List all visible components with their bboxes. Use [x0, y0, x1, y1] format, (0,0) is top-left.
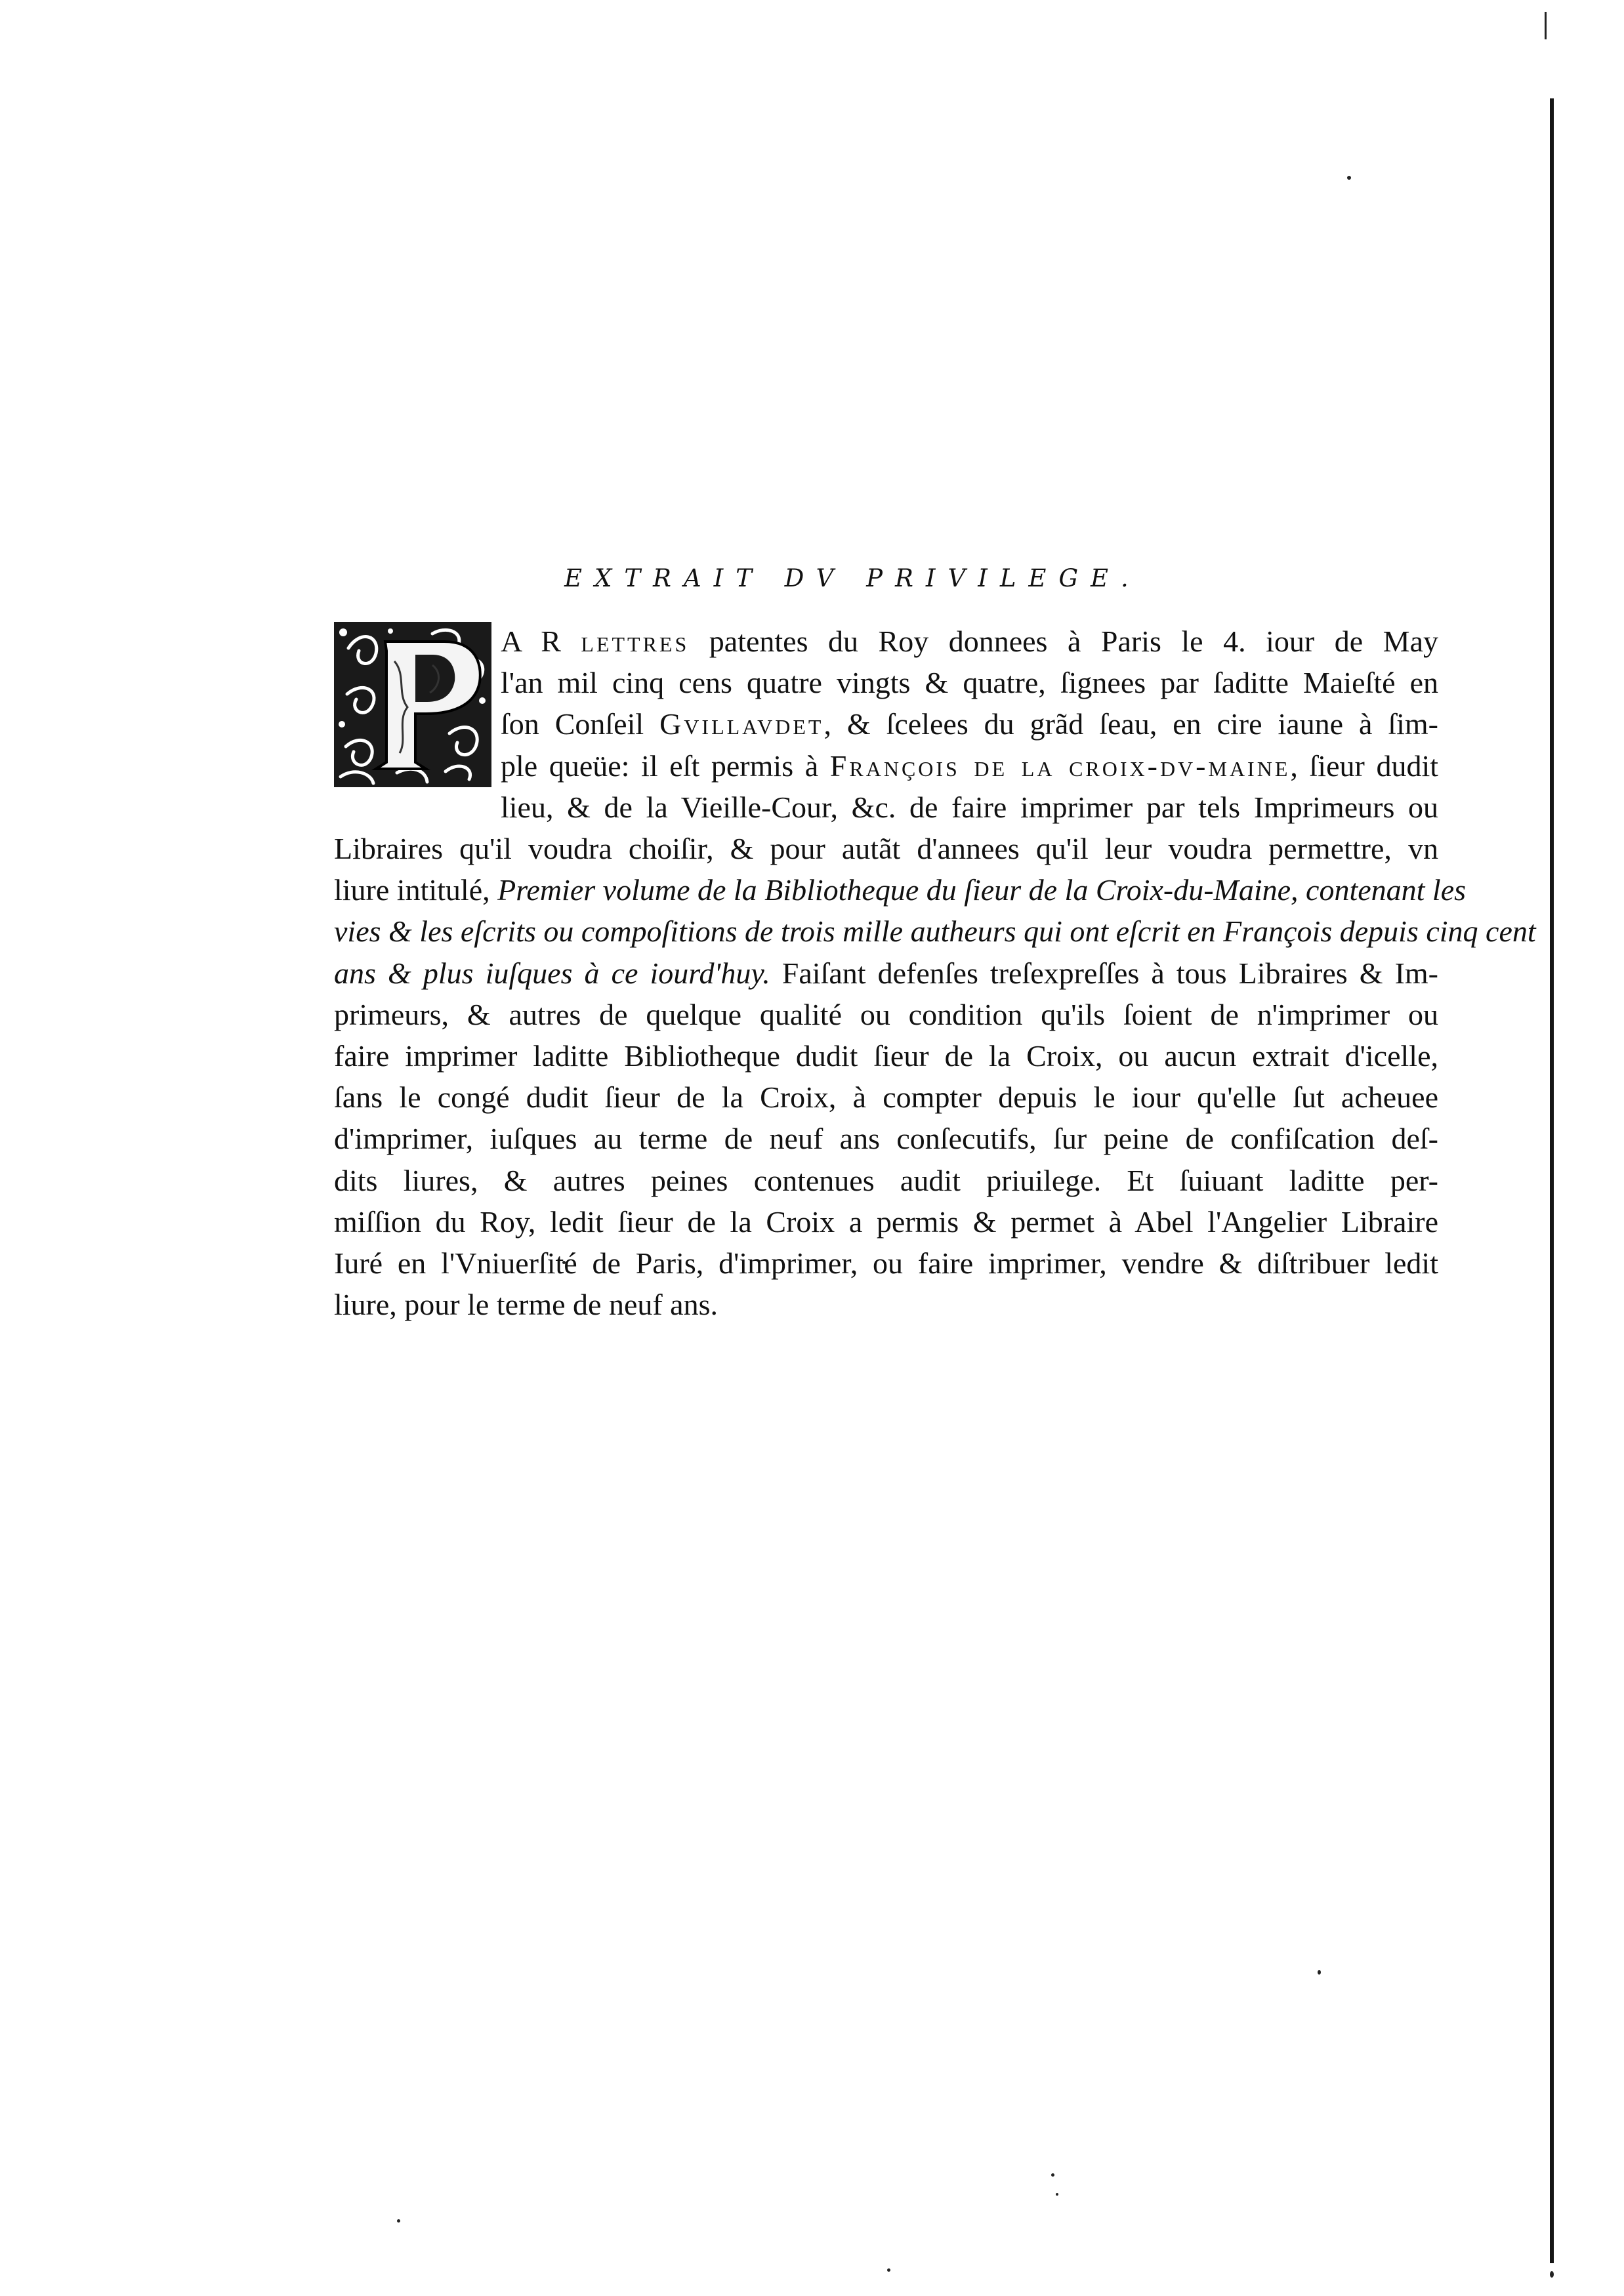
- text-line: [334, 1242, 1438, 1284]
- text-segment: A R: [501, 625, 581, 658]
- text-segment: primeurs, & autres de quelque qualité ou condition qu'ils ſoient de n'imprimer ou: [334, 997, 1438, 1031]
- text-line: [334, 1076, 1438, 1118]
- text-segment: miſſion du Roy, ledit ſieur de la Croix a permis & permet à Abel l'Angelier Libraire: [334, 1204, 1438, 1239]
- privilege-heading: EXTRAIT DV PRIVILEGE.: [564, 564, 1141, 592]
- text-line: [334, 1284, 1438, 1325]
- text-line: [334, 662, 1438, 703]
- text-line: [334, 703, 1438, 745]
- text-segment: Libraires qu'il voudra choiſir, & pour autãt d'annees qu'il leur voudra permettre, vn: [334, 832, 1438, 866]
- text-segment: liure intitulé,: [334, 873, 498, 907]
- text-segment: l'an mil cinq cens quatre vingts & quatre, ſignees par ſaditte Maieſté en: [501, 666, 1438, 700]
- text-segment: lieu, & de la Vieille-Cour, &c. de faire imprimer par tels Imprimeurs ou: [501, 790, 1438, 824]
- text-segment: , ſieur dudit: [1290, 748, 1439, 783]
- page-edge-tick: [1545, 12, 1547, 39]
- ink-speck: [1318, 1970, 1321, 1975]
- text-line: [334, 869, 1467, 911]
- text-segment: liure, pour le terme de neuf ans.: [334, 1288, 718, 1322]
- text-segment: patentes du Roy donnees à Paris le 4. iour de May: [689, 625, 1438, 658]
- text-segment: , & ſcelees du grãd ſeau, en cire iaune à ſim-: [823, 707, 1438, 741]
- ornamental-drop-cap-p: [334, 622, 491, 787]
- small-caps-segment: Gvillavdet: [659, 707, 824, 741]
- italic-title-segment: ans & plus iuſques à ce iourd'huy.: [334, 956, 770, 990]
- ink-speck: [1051, 2173, 1054, 2177]
- italic-title-segment: vies & les eſcrits ou compoſitions de trois mille autheurs qui ont eſcrit en François depuis cinq cent: [334, 914, 1536, 949]
- small-caps-segment: lettres: [581, 625, 690, 658]
- text-line: [334, 1201, 1438, 1242]
- text-line: [334, 745, 1438, 787]
- text-segment: ſans le congé dudit ſieur de la Croix, à compter depuis le iour qu'elle ſut acheuee: [334, 1080, 1438, 1115]
- ink-speck: [887, 2268, 890, 2272]
- ink-speck: [1347, 176, 1351, 180]
- text-segment: ſon Conſeil: [501, 707, 660, 741]
- text-line: [334, 1118, 1438, 1159]
- page-edge-rule: [1550, 98, 1554, 2263]
- text-line: [334, 953, 1438, 994]
- text-segment: Iuré en l'Vniuerſité de Paris, d'imprimer, ou faire imprimer, vendre & diſtribuer ledit: [334, 1246, 1438, 1281]
- text-line: [334, 1035, 1438, 1076]
- text-segment: faire imprimer laditte Bibliotheque dudit ſieur de la Croix, ou aucun extrait d'icelle,: [334, 1039, 1438, 1073]
- text-segment: ple queüe: il eſt permis à: [501, 748, 830, 783]
- text-line: [334, 1160, 1438, 1201]
- text-segment: Faiſant defenſes treſexpreſſes à tous Libraires & Im-: [770, 956, 1438, 990]
- text-segment: d'imprimer, iuſques au terme de neuf ans conſecutifs, ſur peine de confiſcation deſ-: [334, 1122, 1438, 1156]
- text-line: [334, 621, 1438, 662]
- text-line: [334, 994, 1438, 1035]
- text-segment: dits liures, & autres peines contenues audit priuilege. Et ſuiuant laditte per-: [334, 1163, 1438, 1197]
- text-line: [334, 828, 1438, 869]
- small-caps-segment: François de la croix-dv-maine: [829, 748, 1291, 783]
- ink-speck: [1056, 2193, 1058, 2196]
- italic-title-segment: Premier volume de la Bibliotheque du ſieur de la Croix-du-Maine, contenant les: [497, 873, 1467, 907]
- text-line: [334, 911, 1536, 952]
- ink-speck: [397, 2219, 400, 2223]
- privilege-text: [334, 621, 1536, 1325]
- ink-speck: [1550, 2271, 1554, 2278]
- text-line: [334, 787, 1438, 828]
